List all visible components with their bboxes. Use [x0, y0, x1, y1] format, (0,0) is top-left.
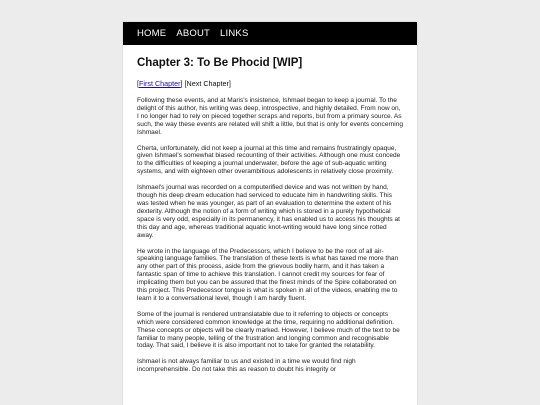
chapnav-bracket-open: [ — [137, 79, 139, 88]
first-chapter-link[interactable]: First Chapter — [139, 79, 181, 88]
chapter-title: Chapter 3: To Be Phocid [WIP] — [137, 57, 303, 69]
chapter-navigation — [137, 79, 403, 88]
nav-home-link[interactable]: HOME — [137, 28, 167, 39]
nav-links-link[interactable]: LINKS — [220, 28, 249, 39]
paragraph: Some of the journal is rendered untranslatable due to it referring to objects or concepts which were considered common knowledge at the time, requiring no additional definition. These concepts or objects will be clearly marked. However, I believe much of the text to be familiar to many people, telling of the frustration and longing common and recognisable today. That said, I believe it is also important not to take for granted the relatability. — [137, 310, 400, 350]
paragraph: He wrote in the language of the Predecessors, which I believe to be the root of all air-speaking language families. The translation of these texts is what has taxed me more than any other part of this process, aside from the grievous bodily harm, and it has taken a fantastic span of time to achieve this translation. I cannot credit my sources for fear of implicating them but you can be assured that the finest minds of the Spire collaborated on this project. This Predecessor tongue is what is spoken in all of the videos, enabling me to learn it to a conversational level, though I am hardly fluent. — [137, 247, 399, 302]
paragraph: Following these events, and at Maris's insistence, Ishmael began to keep a journal. To the delight of this author, his writing was deep, introspective, and highly detailed. From now on, I no longer had to rely on pieced together scraps and reports, but from a primary source. As such, the way these events are related will shift a little, but that is only for events concerning Ishmael. — [137, 97, 404, 136]
nav-about-link[interactable]: ABOUT — [176, 28, 211, 39]
page-container — [123, 22, 417, 405]
chapnav-bracket-close: ] — [228, 79, 231, 88]
paragraph: Ishmael's journal was recorded on a computerified device and was not written by hand, though his deep dream education had serviced to educate him in handwriting skills. This was tested when he was younger, as part of an evaluation to determine the extent of his dexterity. Although the notion of a form of writing which is stored in a purely hypothetical space is very odd, especially in its permanency, it has enabled us to access his thoughts at this day and age, whereas traditional aquatic knot-writing would have long since rotted away. — [137, 184, 400, 239]
next-chapter-label: Next Chapter — [186, 79, 229, 88]
paragraph: Cherta, unfortunately, did not keep a journal at this time and remains frustratingly opaque, given Ishmael's somewhat biased recounting of their activities. Although one must concede to the difficulties of keeping a journal underwater, before the age of sub-aquatic writing systems, and with eighteen other overambitious adolescents in relatively close proximity. — [137, 144, 401, 176]
article-content — [123, 45, 417, 374]
chapnav-bracket-mid: ] [ — [180, 79, 187, 88]
paragraph: Ishmael is not always familiar to us and existed in a time we would find nigh incomprehensible. Do not take this as reason to doubt his integrity or — [137, 358, 356, 374]
top-nav-bar — [123, 22, 417, 45]
